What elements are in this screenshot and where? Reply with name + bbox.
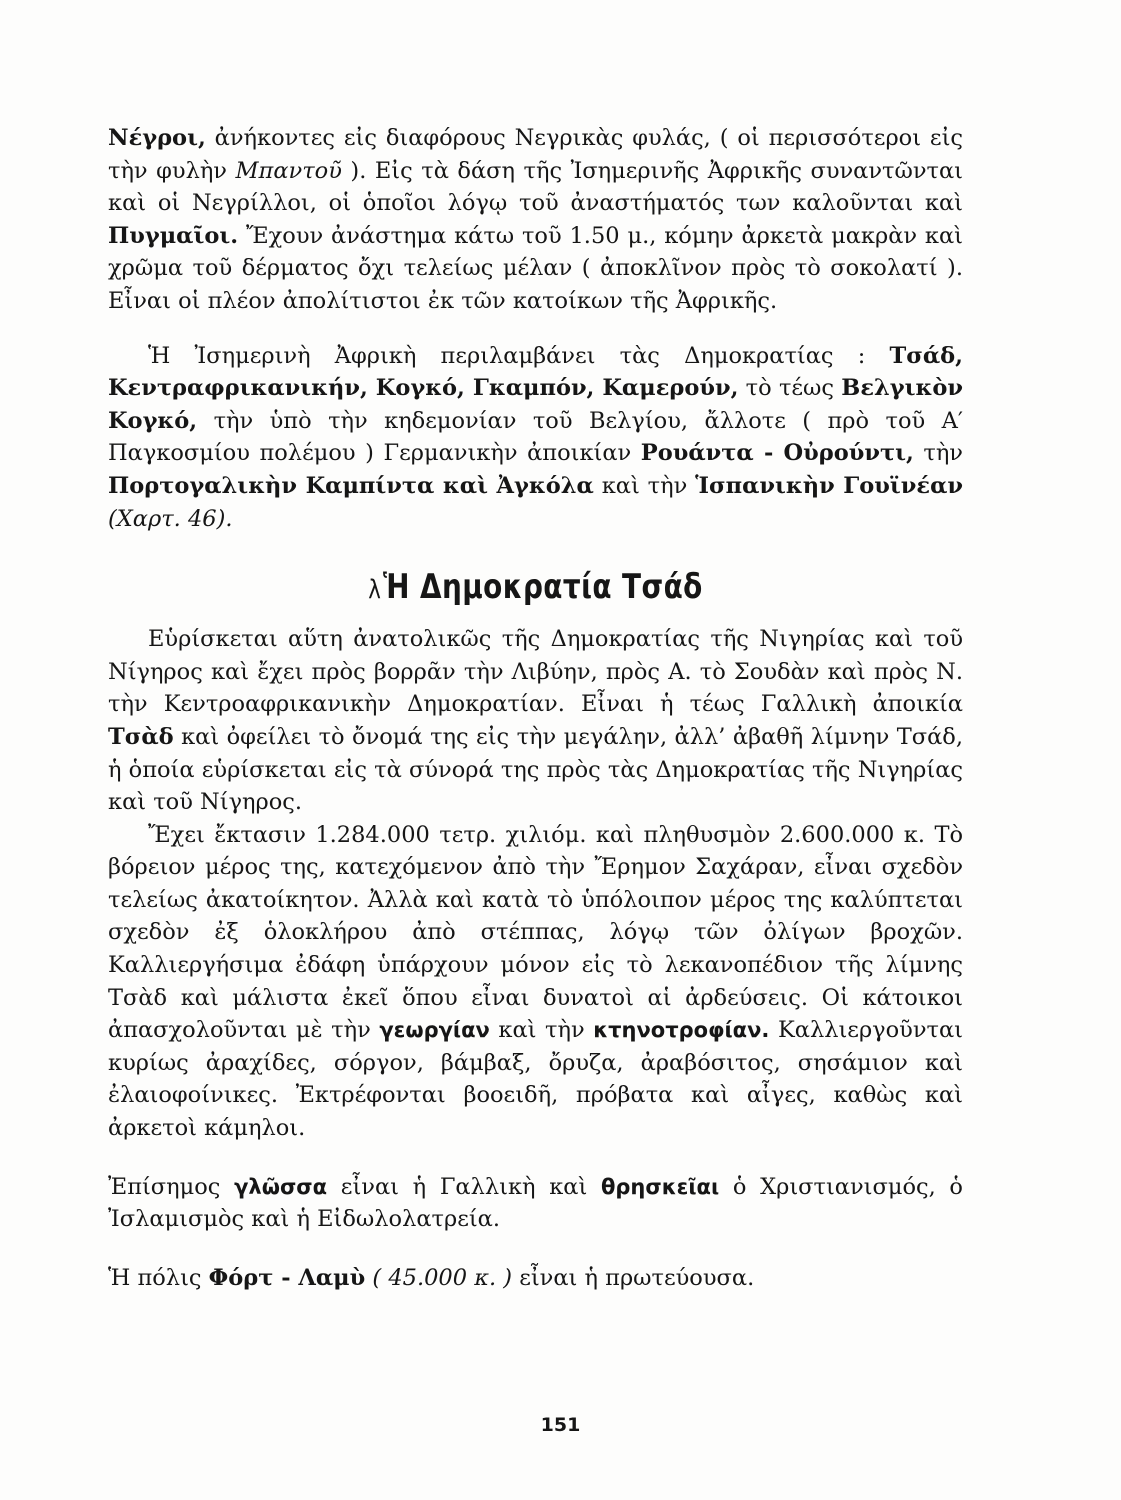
paragraph-negroes (108, 122, 963, 318)
text-span: τὸ τέως (738, 375, 842, 402)
text-span: Πυγμαῖοι. (108, 222, 239, 249)
text-span: καὶ τὴν (593, 472, 696, 499)
text-span: Βελγικὸν Κογκό, (108, 375, 963, 434)
text-span: Ἐπίσημος (108, 1173, 235, 1200)
text-span: Τσὰδ (108, 723, 174, 750)
page-body (108, 122, 963, 1294)
text-span: Ἱσπανικὴν Γουϊνέαν (695, 472, 963, 499)
text-span: ὁ Χριστιανισμός, ὁ Ἰσλαμισμὸς καὶ ἡ Εἰδωλολατρεία. (108, 1173, 963, 1233)
text-span: Ρουάντα - Οὐρούντι, (640, 440, 914, 467)
handwritten-mark: λ (368, 575, 382, 606)
text-span: ). Εἰς τὰ δάση τῆς Ἰσημερινῆς Ἀφρικῆς συναντῶνται καὶ οἱ Νεγρίλλοι, οἱ ὁποῖοι λόγῳ τοῦ ἀναστήματός των καλοῦνται καὶ (108, 157, 963, 217)
text-span: Καλλιεργοῦνται κυρίως ἀραχίδες, σόργον, βάμβαξ, ὄρυζα, ἀραβόσιτος, σησάμιον καὶ ἐλαιοφοίνικες. Ἐκτρέφονται βοοειδῆ, πρόβατα καὶ αἶγες, καθὼς καὶ ἀρκετοὶ κάμηλοι. (108, 1017, 963, 1142)
text-span: Τσάδ, Κεντραφρικανικήν, Κογκό, Γκαμπόν, Καμερούν, (108, 342, 963, 402)
text-span: τὴν ὑπὸ τὴν κηδεμονίαν τοῦ Βελγίου, ἄλλοτε ( πρὸ τοῦ Α′ Παγκοσμίου πολέμου ) Γερμανικὴν ἀποικίαν (108, 407, 963, 467)
page-number: 151 (540, 1414, 581, 1436)
paragraph-capital (108, 1262, 963, 1295)
text-span: εἶναι ἡ Γαλλικὴ καὶ (327, 1173, 601, 1200)
text-span: κτηνοτροφίαν. (593, 1018, 770, 1043)
text-span: γεωργίαν (379, 1018, 490, 1043)
heading-text: Ἡ Δημοκρατία Τσάδ (382, 567, 703, 608)
paragraph-area-economy (108, 819, 963, 1145)
paragraph-location (108, 623, 963, 819)
text-span: Ἡ Ἰσημερινὴ Ἀφρικὴ περιλαμβάνει τὰς Δημοκρατίας : (148, 342, 890, 369)
text-span: (Χαρτ. 46). (108, 505, 233, 532)
text-span: καὶ τὴν (489, 1017, 594, 1044)
text-span: Πορτογαλικὴν Καμπίντα καὶ Ἀγκόλα (108, 472, 594, 499)
text-span: Φόρτ - Λαμὺ (208, 1264, 366, 1291)
text-span: εἶναι ἡ πρωτεύουσα. (512, 1264, 755, 1291)
text-span: ἀνήκοντες εἰς διαφόρους Νεγρικὰς φυλάς, ( οἱ περισσότεροι εἰς τὴν φυλὴν (108, 125, 963, 184)
text-span: Ἡ πόλις (108, 1264, 209, 1291)
section-heading (185, 567, 886, 607)
text-span: Ἔχουν ἀνάστημα κάτω τοῦ 1.50 μ., κόμην ἀρκετὰ μακρὰν καὶ χρῶμα τοῦ δέρματος ὄχι τελείως μέλαν ( ἀποκλῖνον πρὸς τὸ σοκολατί ). Εἶναι οἱ πλέον ἀπολίτιστοι ἐκ τῶν κατοίκων τῆς Ἀφρικῆς. (108, 222, 963, 314)
text-span: θρησκεῖαι (600, 1174, 720, 1199)
text-span: Μπαντοῦ (235, 157, 342, 184)
text-span: ( 45.000 κ. ) (372, 1264, 513, 1291)
text-span: γλῶσσα (234, 1174, 328, 1199)
text-span: καὶ ὀφείλει τὸ ὄνομά της εἰς τὴν μεγάλην, ἀλλ’ ἀβαθῆ λίμνην Τσάδ, ἡ ὁποία εὑρίσκεται εἰς τὰ σύνορά της πρὸς τὰς Δημοκρατίας τῆς Νιγηρίας καὶ τοῦ Νίγηρος. (108, 723, 963, 816)
paragraph-language-religion (108, 1171, 963, 1236)
text-span: Εὑρίσκεται αὕτη ἀνατολικῶς τῆς Δημοκρατίας τῆς Νιγηρίας καὶ τοῦ Νίγηρος καὶ ἔχει πρὸς βορρᾶν τὴν Λιβύην, πρὸς Α. τὸ Σουδὰν καὶ πρὸς Ν. τὴν Κεντροαφρικανικὴν Δημοκρατίαν. Εἶναι ἡ τέως Γαλλικὴ ἀποικία (108, 626, 963, 718)
text-span: τὴν (913, 440, 963, 467)
text-span: Ἔχει ἔκτασιν 1.284.000 τετρ. χιλιόμ. καὶ πληθυσμὸν 2.600.000 κ. Τὸ βόρειον μέρος της, κατεχόμενον ἀπὸ τὴν Ἔρημον Σαχάραν, εἶναι σχεδὸν τελείως ἀκατοίκητον. Ἀλλὰ καὶ κατὰ τὸ ὑπόλοιπον μέρος της καλύπτεται σχεδὸν ἐξ ὁλοκλήρου ἀπὸ στέππας, λόγῳ τῶν ὀλίγων βροχῶν. Καλλιεργήσιμα ἐδάφη ὑπάρχουν μόνον εἰς τὸ λεκανοπέδιον τῆς λίμνης Τσὰδ καὶ μάλιστα ἐκεῖ ὅπου εἶναι δυνατοὶ αἱ ἀρδεύσεις. Οἱ κάτοικοι ἀπασχολοῦνται μὲ τὴν (108, 821, 963, 1044)
paragraph-equatorial-africa (108, 340, 963, 536)
text-span: Νέγροι, (108, 125, 206, 151)
